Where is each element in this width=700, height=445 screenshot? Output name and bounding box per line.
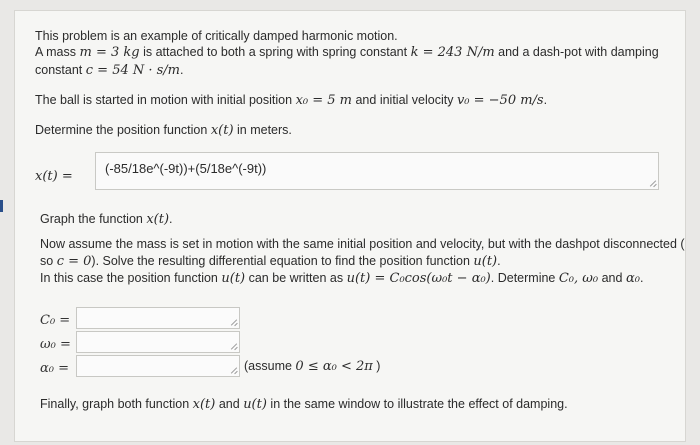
c0-label: C₀ = bbox=[40, 313, 71, 328]
determine-line: Determine the position function x(t) in meters. bbox=[35, 123, 292, 138]
v0-equation: v₀ = −50 m/s bbox=[456, 93, 544, 108]
resize-handle-icon[interactable] bbox=[650, 181, 656, 187]
answer-value: (-85/18e^(-9t))+(5/18e^(-9t)) bbox=[105, 161, 267, 176]
position-function-input[interactable] bbox=[95, 152, 659, 190]
initial-conditions-line: The ball is started in motion with initial position x₀ = 5 m and initial velocity v₀ = −50 m/s. bbox=[35, 93, 548, 108]
damping-equation: c = 54 N · s/m bbox=[85, 63, 181, 78]
undamped-line-2: so c = 0). Solve the resulting differential equation to find the position function u(t). bbox=[40, 254, 501, 269]
omega0-input[interactable] bbox=[76, 331, 240, 353]
omega0-label: ω₀ = bbox=[40, 337, 71, 352]
undamped-line-1: Now assume the mass is set in motion with the same initial position and velocity, but with the dashpot disconnected ( bbox=[40, 237, 685, 251]
spring-equation: k = 243 N/m bbox=[410, 45, 495, 60]
final-instruction: Finally, graph both function x(t) and u(t) in the same window to illustrate the effect of damping. bbox=[40, 397, 568, 412]
mass-equation: m = 3 kg bbox=[79, 45, 140, 60]
undamped-line-3: In this case the position function u(t) can be written as u(t) = C₀cos(ω₀t − α₀). Determine C₀, ω₀ and α₀. bbox=[40, 271, 644, 286]
resize-handle-icon[interactable] bbox=[231, 368, 237, 374]
mass-line: A mass m = 3 kg is attached to both a spring with spring constant k = 243 N/m and a dash-pot with damping bbox=[35, 45, 659, 60]
resize-handle-icon[interactable] bbox=[231, 344, 237, 350]
focus-marker bbox=[0, 200, 3, 212]
intro-text: This problem is an example of critically damped harmonic motion. bbox=[35, 29, 398, 43]
alpha0-input[interactable] bbox=[76, 355, 240, 377]
resize-handle-icon[interactable] bbox=[231, 320, 237, 326]
alpha0-label: α₀ = bbox=[40, 361, 70, 376]
damping-line: constant c = 54 N · s/m. bbox=[35, 63, 184, 78]
answer-label: x(t) = bbox=[35, 169, 73, 184]
alpha-assumption: (assume 0 ≤ α₀ < 2π ) bbox=[244, 359, 381, 374]
x0-equation: x₀ = 5 m bbox=[295, 93, 352, 108]
c0-input[interactable] bbox=[76, 307, 240, 329]
graph-line: Graph the function x(t). bbox=[40, 212, 173, 227]
